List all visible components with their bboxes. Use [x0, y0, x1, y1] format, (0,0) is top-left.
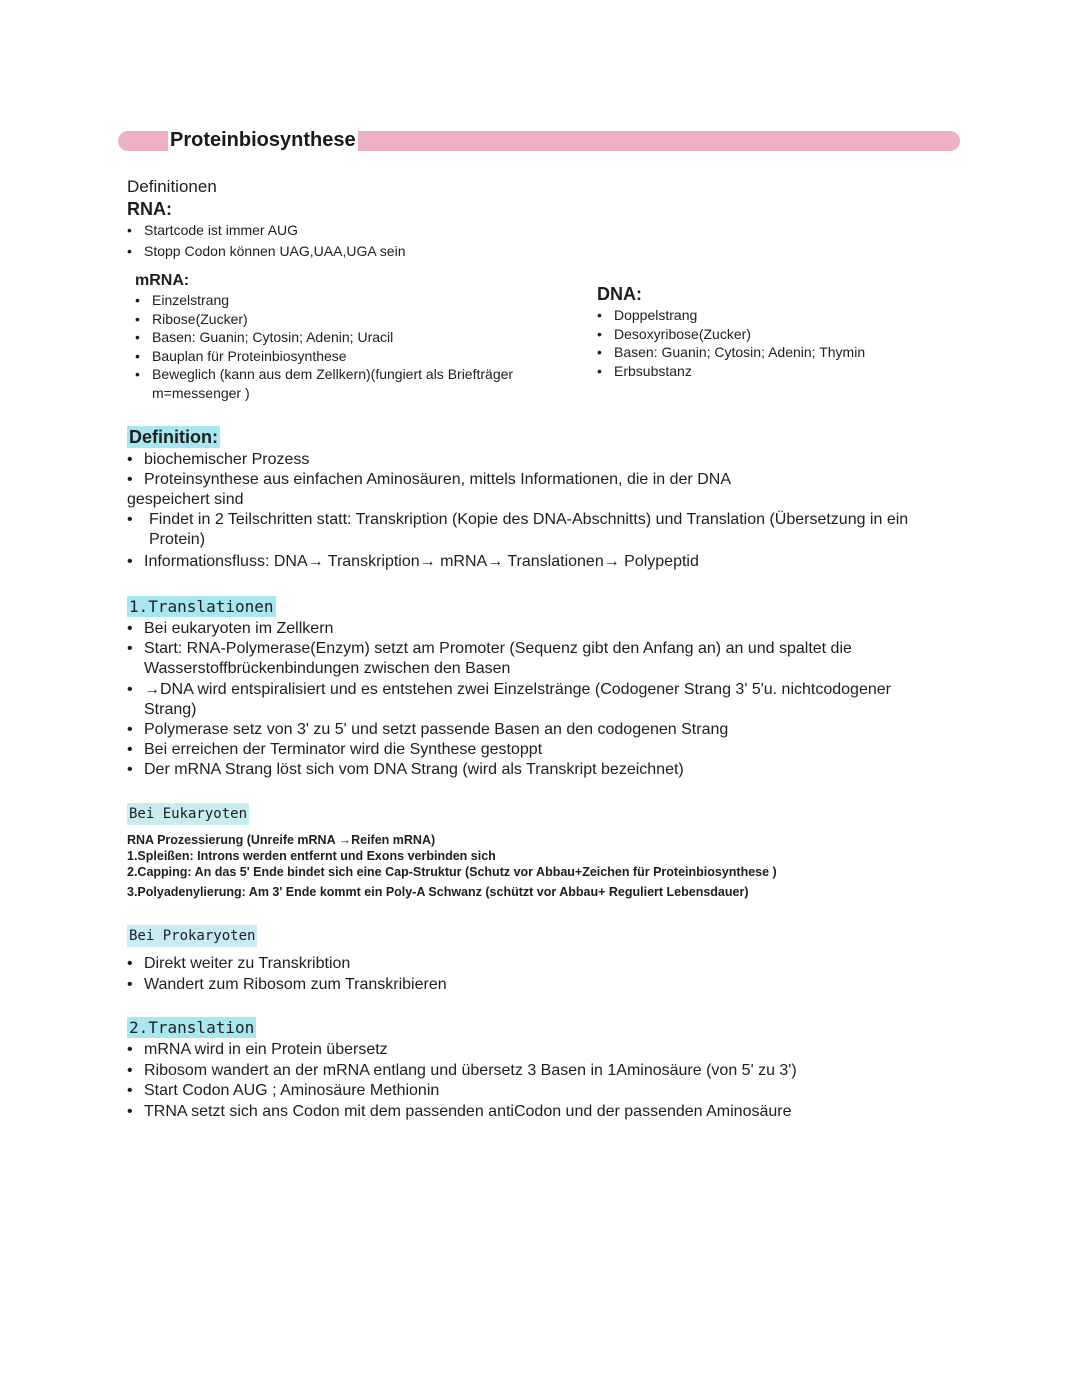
list-item: • Ribose(Zucker) [135, 310, 575, 329]
definition-list [127, 450, 947, 572]
list-item: • Desoxyribose(Zucker) [597, 325, 977, 344]
text-line: 1.Spleißen: Introns werden entfernt und Exons verbinden sich [127, 849, 496, 864]
eukaryoten-heading: Bei Eukaryoten [127, 803, 249, 825]
list-item: • Basen: Guanin; Cytosin; Adenin; Uracil [135, 328, 575, 347]
list-item: • TRNA setzt sich ans Codon mit dem passenden antiCodon und der passenden Aminosäure [127, 1102, 947, 1123]
list-item: • →DNA wird entspiralisiert und es entstehen zwei Einzelstränge (Codogener Strang 3' 5'u. nichtcodogener Strang) [127, 680, 947, 720]
list-item: • Beweglich (kann aus dem Zellkern)(fungiert als Briefträger m=messenger ) [135, 365, 575, 402]
list-item: • Doppelstrang [597, 306, 977, 325]
text-line: RNA Prozessierung (Unreife mRNA →Reifen mRNA) [127, 833, 436, 847]
title-bar [118, 131, 960, 151]
list-item: • Einzelstrang [135, 291, 575, 310]
list-item-continuation: gespeichert sind [127, 491, 244, 508]
prokaryoten-list [127, 953, 827, 995]
list-item: • Bauplan für Proteinbiosynthese [135, 347, 575, 366]
list-item: • Ribosom wandert an der mRNA entlang und übersetz 3 Basen in 1Aminosäure (von 5' zu 3') [127, 1061, 947, 1082]
list-item: • Basen: Guanin; Cytosin; Adenin; Thymin [597, 343, 977, 362]
section1-heading: 1.Translationen [129, 597, 274, 616]
list-item: • Polymerase setz von 3' zu 5' und setzt passende Basen an den codogenen Strang [127, 720, 947, 740]
rna-heading: RNA: [127, 199, 172, 219]
definitions-label: Definitionen [127, 177, 217, 196]
section1-list [127, 619, 947, 781]
list-item: • Start Codon AUG ; Aminosäure Methionin [127, 1081, 947, 1102]
list-item: • Startcode ist immer AUG [127, 220, 627, 241]
eukaryoten-text [127, 832, 927, 900]
list-item: • Bei erreichen der Terminator wird die Synthese gestoppt [127, 740, 947, 760]
page-title: Proteinbiosynthese [170, 129, 356, 151]
prokaryoten-heading: Bei Prokaryoten [127, 925, 257, 947]
list-item: • mRNA wird in ein Protein übersetz [127, 1040, 947, 1061]
list-item: • Erbsubstanz [597, 362, 977, 381]
section2-list [127, 1040, 947, 1122]
list-item: • Stopp Codon können UAG,UAA,UGA sein [127, 241, 627, 262]
text-line: 3.Polyadenylierung: Am 3' Ende kommt ein Poly-A Schwanz (schützt vor Abbau+ Reguliert Lebensdauer) [127, 884, 749, 899]
definition-heading: Definition: [129, 427, 218, 447]
rna-list [127, 220, 627, 262]
text-line: 2.Capping: An das 5' Ende bindet sich eine Cap-Struktur (Schutz vor Abbau+Zeichen für Proteinbiosynthese ) [127, 865, 777, 880]
mrna-list [135, 291, 575, 402]
list-item: • Bei eukaryoten im Zellkern [127, 619, 947, 639]
list-item: • biochemischer Prozess [127, 450, 947, 470]
list-item: • Der mRNA Strang löst sich vom DNA Strang (wird als Transkript bezeichnet) [127, 760, 947, 780]
list-item: • Wandert zum Ribosom zum Transkribieren [127, 974, 827, 995]
list-item: • Proteinsynthese aus einfachen Aminosäuren, mittels Informationen, die in der DNA [127, 470, 947, 490]
list-item: • Findet in 2 Teilschritten statt: Transkription (Kopie des DNA-Abschnitts) und Translation (Übersetzung in ein Protein) [127, 510, 947, 550]
dna-list [597, 306, 977, 380]
list-item: • Direkt weiter zu Transkribtion [127, 953, 827, 974]
list-item: • Informationsfluss: DNA→ Transkription→ mRNA→ Translationen→ Polypeptid [127, 552, 947, 572]
section2-heading: 2.Translation [129, 1018, 255, 1037]
mrna-heading: mRNA: [135, 272, 190, 289]
list-item: • Start: RNA-Polymerase(Enzym) setzt am Promoter (Sequenz gibt den Anfang an) an und spaltet die Wasserstoffbrückenbindungen zwischen den Basen [127, 639, 947, 679]
dna-heading: DNA: [597, 284, 642, 304]
